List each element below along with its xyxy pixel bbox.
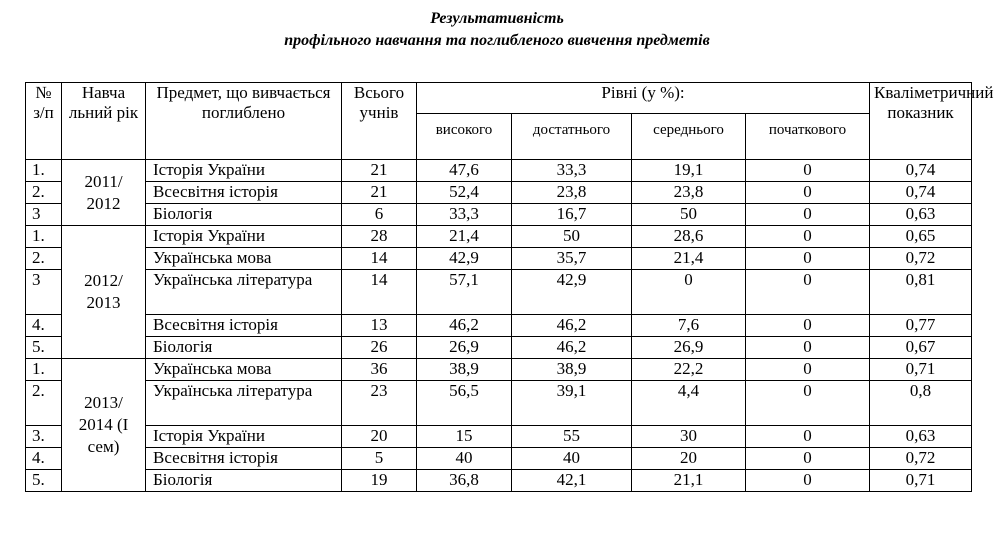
total-students: 21: [342, 182, 417, 204]
level-initial: 0: [746, 204, 870, 226]
table-row: [26, 160, 972, 182]
table-title: Результативність: [430, 10, 564, 27]
total-students: 28: [342, 226, 417, 248]
table-row: [26, 337, 972, 359]
level-sufficient: 40: [512, 448, 632, 470]
level-sufficient: 46,2: [512, 315, 632, 337]
kvalimet-value: 0,77: [870, 315, 972, 337]
level-initial: 0: [746, 448, 870, 470]
subject: Біологія: [146, 470, 342, 492]
row-number: 5.: [26, 470, 62, 492]
kvalimet-value: 0,63: [870, 426, 972, 448]
subject: Всесвітня історія: [146, 448, 342, 470]
level-medium: 26,9: [632, 337, 746, 359]
level-medium: 4,4: [632, 381, 746, 426]
total-students: 19: [342, 470, 417, 492]
table-row: [26, 248, 972, 270]
table-row: [26, 381, 972, 426]
academic-year: 2011/ 2012: [62, 160, 146, 226]
row-number: 2.: [26, 381, 62, 426]
row-number: 4.: [26, 448, 62, 470]
header-year: Навча льний рік: [62, 83, 146, 160]
level-initial: 0: [746, 426, 870, 448]
level-sufficient: 23,8: [512, 182, 632, 204]
header-num: № з/п: [26, 83, 62, 160]
table-row: [26, 182, 972, 204]
subject: Біологія: [146, 337, 342, 359]
level-sufficient: 33,3: [512, 160, 632, 182]
level-medium: 0: [632, 270, 746, 315]
header-subject: Предмет, що вивчається поглиблено: [146, 83, 342, 160]
row-number: 3: [26, 204, 62, 226]
kvalimet-value: 0,65: [870, 226, 972, 248]
level-initial: 0: [746, 270, 870, 315]
row-number: 1.: [26, 359, 62, 381]
subject: Українська мова: [146, 248, 342, 270]
header-total: Всього учнів: [342, 83, 417, 160]
level-initial: 0: [746, 337, 870, 359]
total-students: 13: [342, 315, 417, 337]
level-high: 38,9: [417, 359, 512, 381]
level-initial: 0: [746, 381, 870, 426]
level-initial: 0: [746, 470, 870, 492]
level-high: 36,8: [417, 470, 512, 492]
level-sufficient: 39,1: [512, 381, 632, 426]
level-initial: 0: [746, 248, 870, 270]
subject: Українська мова: [146, 359, 342, 381]
kvalimet-value: 0,74: [870, 160, 972, 182]
kvalimet-value: 0,71: [870, 359, 972, 381]
level-high: 47,6: [417, 160, 512, 182]
level-medium: 20: [632, 448, 746, 470]
kvalimet-value: 0,67: [870, 337, 972, 359]
level-sufficient: 46,2: [512, 337, 632, 359]
total-students: 36: [342, 359, 417, 381]
level-sufficient: 42,9: [512, 270, 632, 315]
row-number: 2.: [26, 248, 62, 270]
header-kvalimet: Кваліметричний показник: [870, 83, 972, 160]
table-row: [26, 270, 972, 315]
row-number: 3.: [26, 426, 62, 448]
header-level-high: високого: [417, 114, 512, 160]
academic-year: 2013/ 2014 (І сем): [62, 359, 146, 492]
level-sufficient: 16,7: [512, 204, 632, 226]
level-initial: 0: [746, 160, 870, 182]
table-row: [26, 204, 972, 226]
header-level-initial: початкового: [746, 114, 870, 160]
results-table: [25, 82, 994, 492]
level-high: 26,9: [417, 337, 512, 359]
kvalimet-value: 0,74: [870, 182, 972, 204]
table-subtitle: профільного навчання та поглибленого вивчення предметів: [284, 32, 710, 49]
level-high: 42,9: [417, 248, 512, 270]
level-sufficient: 35,7: [512, 248, 632, 270]
level-medium: 28,6: [632, 226, 746, 248]
level-sufficient: 55: [512, 426, 632, 448]
total-students: 14: [342, 248, 417, 270]
table-row: [26, 359, 972, 381]
kvalimet-value: 0,8: [870, 381, 972, 426]
academic-year: 2012/ 2013: [62, 226, 146, 359]
kvalimet-value: 0,81: [870, 270, 972, 315]
row-number: 4.: [26, 315, 62, 337]
kvalimet-value: 0,63: [870, 204, 972, 226]
level-initial: 0: [746, 359, 870, 381]
table-row: [26, 470, 972, 492]
level-initial: 0: [746, 226, 870, 248]
subject: Історія України: [146, 160, 342, 182]
level-medium: 30: [632, 426, 746, 448]
kvalimet-value: 0,71: [870, 470, 972, 492]
total-students: 26: [342, 337, 417, 359]
total-students: 14: [342, 270, 417, 315]
level-high: 52,4: [417, 182, 512, 204]
row-number: 2.: [26, 182, 62, 204]
level-medium: 23,8: [632, 182, 746, 204]
kvalimet-value: 0,72: [870, 248, 972, 270]
header-level-sufficient: достатнього: [512, 114, 632, 160]
subject: Українська література: [146, 270, 342, 315]
row-number: 1.: [26, 226, 62, 248]
subject: Біологія: [146, 204, 342, 226]
header-level-medium: середнього: [632, 114, 746, 160]
subject: Історія України: [146, 226, 342, 248]
subject: Українська література: [146, 381, 342, 426]
level-medium: 21,1: [632, 470, 746, 492]
header-levels: Рівні (у %):: [417, 83, 870, 114]
total-students: 23: [342, 381, 417, 426]
level-high: 33,3: [417, 204, 512, 226]
level-high: 57,1: [417, 270, 512, 315]
total-students: 20: [342, 426, 417, 448]
level-sufficient: 42,1: [512, 470, 632, 492]
table-row: [26, 226, 972, 248]
level-medium: 21,4: [632, 248, 746, 270]
level-sufficient: 38,9: [512, 359, 632, 381]
level-medium: 50: [632, 204, 746, 226]
level-medium: 19,1: [632, 160, 746, 182]
subject: Всесвітня історія: [146, 182, 342, 204]
subject: Історія України: [146, 426, 342, 448]
level-high: 40: [417, 448, 512, 470]
level-high: 56,5: [417, 381, 512, 426]
row-number: 1.: [26, 160, 62, 182]
kvalimet-value: 0,72: [870, 448, 972, 470]
row-number: 5.: [26, 337, 62, 359]
table-row: [26, 448, 972, 470]
total-students: 21: [342, 160, 417, 182]
level-high: 15: [417, 426, 512, 448]
level-high: 46,2: [417, 315, 512, 337]
level-medium: 22,2: [632, 359, 746, 381]
level-initial: 0: [746, 315, 870, 337]
total-students: 5: [342, 448, 417, 470]
level-sufficient: 50: [512, 226, 632, 248]
table-row: [26, 426, 972, 448]
subject: Всесвітня історія: [146, 315, 342, 337]
total-students: 6: [342, 204, 417, 226]
table-row: [26, 315, 972, 337]
level-medium: 7,6: [632, 315, 746, 337]
level-high: 21,4: [417, 226, 512, 248]
level-initial: 0: [746, 182, 870, 204]
row-number: 3: [26, 270, 62, 315]
